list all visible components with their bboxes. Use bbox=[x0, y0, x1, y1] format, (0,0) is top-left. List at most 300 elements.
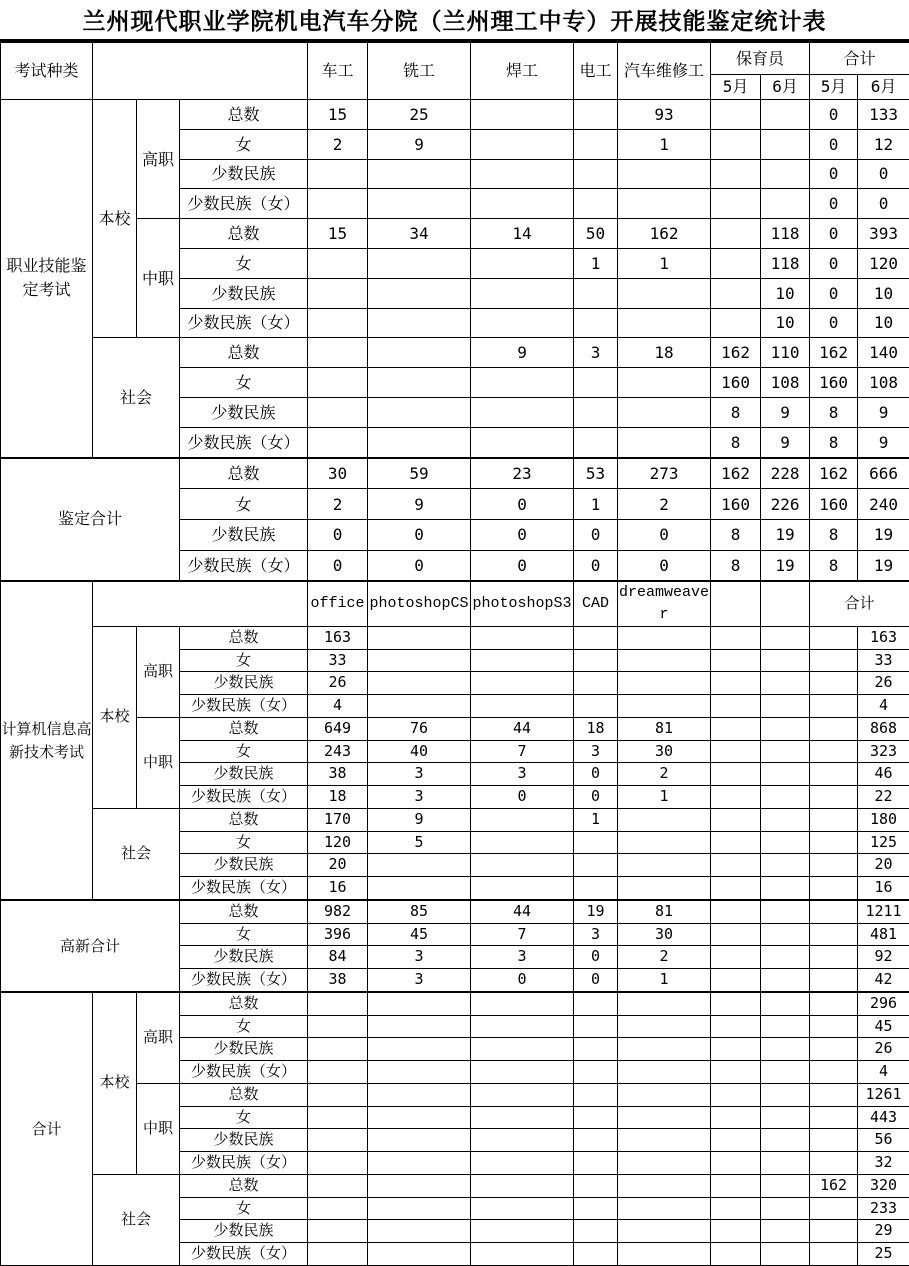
table-cell: 170 bbox=[308, 808, 368, 831]
table-cell bbox=[761, 763, 810, 786]
table-row bbox=[1, 1174, 909, 1197]
table-cell bbox=[761, 877, 810, 900]
table-cell: 160 bbox=[810, 489, 858, 520]
row-label: 总数 bbox=[180, 717, 308, 740]
section-label: 鉴定合计 bbox=[1, 458, 180, 582]
table-cell bbox=[308, 338, 368, 368]
table-cell bbox=[368, 672, 471, 695]
table-cell bbox=[618, 1038, 711, 1061]
table-cell bbox=[761, 672, 810, 695]
table-cell: 25 bbox=[858, 1243, 909, 1266]
table-cell bbox=[574, 397, 618, 427]
row-label: 少数民族 bbox=[180, 763, 308, 786]
table-cell: 396 bbox=[308, 923, 368, 946]
row-label: 女 bbox=[180, 368, 308, 398]
table-cell: 9 bbox=[471, 338, 574, 368]
table-cell bbox=[761, 1061, 810, 1084]
table-cell: 0 bbox=[471, 550, 574, 581]
table-cell bbox=[711, 626, 761, 649]
table-cell: 160 bbox=[810, 368, 858, 398]
table-cell bbox=[471, 626, 574, 649]
table-cell bbox=[711, 1106, 761, 1129]
table-cell: 92 bbox=[858, 946, 909, 969]
column-header: 5月 bbox=[711, 75, 761, 100]
row-label: 少数民族（女） bbox=[180, 877, 308, 900]
table-cell: 649 bbox=[308, 717, 368, 740]
table-cell bbox=[471, 1061, 574, 1084]
table-cell: 56 bbox=[858, 1129, 909, 1152]
table-cell: 162 bbox=[810, 338, 858, 368]
table-cell bbox=[761, 1220, 810, 1243]
table-cell bbox=[368, 189, 471, 219]
table-cell: 23 bbox=[471, 458, 574, 489]
table-cell bbox=[810, 695, 858, 718]
stats-table bbox=[0, 42, 909, 1266]
table-cell: 1 bbox=[618, 786, 711, 809]
table-row bbox=[1, 219, 909, 249]
table-cell: 2 bbox=[308, 489, 368, 520]
table-cell: 162 bbox=[711, 458, 761, 489]
table-cell: 44 bbox=[471, 717, 574, 740]
table-cell: 81 bbox=[618, 717, 711, 740]
table-cell bbox=[711, 923, 761, 946]
table-cell bbox=[308, 1061, 368, 1084]
table-cell: 9 bbox=[368, 489, 471, 520]
table-cell bbox=[810, 946, 858, 969]
table-cell: 162 bbox=[810, 1174, 858, 1197]
table-cell: 3 bbox=[368, 946, 471, 969]
table-cell: 1 bbox=[618, 129, 711, 159]
table-row bbox=[1, 626, 909, 649]
table-cell: 1 bbox=[574, 808, 618, 831]
table-cell bbox=[574, 1174, 618, 1197]
table-cell bbox=[810, 1197, 858, 1220]
table-cell: 0 bbox=[574, 786, 618, 809]
table-cell bbox=[308, 1220, 368, 1243]
table-row bbox=[1, 338, 909, 368]
table-cell: 3 bbox=[471, 946, 574, 969]
table-cell: 26 bbox=[858, 672, 909, 695]
table-cell: 0 bbox=[810, 219, 858, 249]
table-cell: 0 bbox=[810, 248, 858, 278]
row-label: 少数民族（女） bbox=[180, 969, 308, 992]
table-cell: 15 bbox=[308, 219, 368, 249]
row-label: 总数 bbox=[180, 219, 308, 249]
table-row bbox=[1, 581, 909, 626]
table-cell: 20 bbox=[858, 854, 909, 877]
column-header: photoshopS3 bbox=[471, 581, 574, 626]
table-cell bbox=[711, 877, 761, 900]
table-cell: 81 bbox=[618, 900, 711, 923]
row-label: 少数民族（女） bbox=[180, 427, 308, 457]
empty-cell bbox=[93, 581, 308, 626]
table-cell bbox=[368, 1197, 471, 1220]
group-label: 高职 bbox=[137, 100, 180, 219]
table-cell bbox=[368, 1038, 471, 1061]
table-cell bbox=[574, 1061, 618, 1084]
table-cell: 25 bbox=[368, 100, 471, 130]
table-cell: 8 bbox=[711, 427, 761, 457]
table-cell bbox=[471, 649, 574, 672]
row-label: 少数民族 bbox=[180, 1220, 308, 1243]
table-cell bbox=[711, 1197, 761, 1220]
table-row bbox=[1, 808, 909, 831]
table-cell: 228 bbox=[761, 458, 810, 489]
table-cell: 0 bbox=[574, 946, 618, 969]
table-cell: 45 bbox=[368, 923, 471, 946]
table-cell bbox=[761, 992, 810, 1015]
column-header: CAD bbox=[574, 581, 618, 626]
table-cell bbox=[574, 189, 618, 219]
row-label: 少数民族（女） bbox=[180, 786, 308, 809]
table-cell bbox=[471, 808, 574, 831]
table-cell bbox=[761, 946, 810, 969]
table-cell: 20 bbox=[308, 854, 368, 877]
group-label: 中职 bbox=[137, 717, 180, 808]
table-cell bbox=[761, 854, 810, 877]
table-cell bbox=[308, 1038, 368, 1061]
table-cell: 7 bbox=[471, 740, 574, 763]
empty-cell bbox=[93, 43, 308, 100]
table-cell: 30 bbox=[308, 458, 368, 489]
table-cell bbox=[711, 1083, 761, 1106]
table-cell: 243 bbox=[308, 740, 368, 763]
table-cell bbox=[574, 695, 618, 718]
table-cell bbox=[711, 189, 761, 219]
table-cell: 108 bbox=[761, 368, 810, 398]
table-cell bbox=[618, 368, 711, 398]
table-cell: 163 bbox=[308, 626, 368, 649]
table-cell bbox=[711, 763, 761, 786]
column-header: 考试种类 bbox=[1, 43, 93, 100]
column-header: dreamweaver bbox=[618, 581, 711, 626]
table-cell bbox=[308, 427, 368, 457]
table-cell bbox=[711, 1061, 761, 1084]
table-cell bbox=[471, 672, 574, 695]
table-cell bbox=[471, 189, 574, 219]
table-cell: 8 bbox=[810, 550, 858, 581]
row-label: 女 bbox=[180, 831, 308, 854]
table-cell: 320 bbox=[858, 1174, 909, 1197]
table-cell: 14 bbox=[471, 219, 574, 249]
table-cell bbox=[471, 1152, 574, 1175]
table-cell: 0 bbox=[618, 519, 711, 550]
table-title: 兰州现代职业学院机电汽车分院（兰州理工中专）开展技能鉴定统计表 bbox=[0, 0, 909, 42]
table-cell: 2 bbox=[618, 489, 711, 520]
table-cell: 50 bbox=[574, 219, 618, 249]
table-cell bbox=[618, 877, 711, 900]
table-cell bbox=[471, 1038, 574, 1061]
table-cell bbox=[574, 308, 618, 338]
table-cell: 18 bbox=[574, 717, 618, 740]
row-label: 少数民族 bbox=[180, 159, 308, 189]
table-cell bbox=[711, 308, 761, 338]
table-cell: 19 bbox=[858, 519, 909, 550]
table-cell bbox=[618, 808, 711, 831]
table-cell bbox=[368, 1220, 471, 1243]
table-cell: 4 bbox=[858, 1061, 909, 1084]
table-cell bbox=[810, 1083, 858, 1106]
table-cell: 8 bbox=[810, 397, 858, 427]
table-cell: 8 bbox=[810, 427, 858, 457]
table-cell bbox=[574, 129, 618, 159]
table-cell bbox=[618, 649, 711, 672]
table-cell bbox=[471, 129, 574, 159]
table-cell bbox=[368, 649, 471, 672]
table-cell bbox=[368, 427, 471, 457]
table-cell: 10 bbox=[858, 278, 909, 308]
group-label: 本校 bbox=[93, 992, 137, 1175]
table-cell: 0 bbox=[308, 550, 368, 581]
table-cell: 226 bbox=[761, 489, 810, 520]
table-cell bbox=[761, 900, 810, 923]
table-cell bbox=[810, 877, 858, 900]
row-label: 少数民族（女） bbox=[180, 189, 308, 219]
column-header: 车工 bbox=[308, 43, 368, 100]
row-label: 女 bbox=[180, 923, 308, 946]
row-label: 总数 bbox=[180, 1174, 308, 1197]
table-cell bbox=[711, 786, 761, 809]
table-cell bbox=[761, 159, 810, 189]
table-cell bbox=[618, 1106, 711, 1129]
table-cell bbox=[711, 992, 761, 1015]
table-cell: 1 bbox=[574, 248, 618, 278]
table-cell bbox=[471, 1220, 574, 1243]
table-cell: 53 bbox=[574, 458, 618, 489]
table-cell bbox=[618, 308, 711, 338]
table-cell: 163 bbox=[858, 626, 909, 649]
table-cell bbox=[574, 854, 618, 877]
table-cell: 2 bbox=[618, 946, 711, 969]
table-cell bbox=[761, 1129, 810, 1152]
table-cell: 125 bbox=[858, 831, 909, 854]
table-cell bbox=[711, 900, 761, 923]
table-cell bbox=[810, 672, 858, 695]
table-cell: 0 bbox=[308, 519, 368, 550]
table-cell: 3 bbox=[368, 786, 471, 809]
table-cell: 0 bbox=[471, 519, 574, 550]
table-cell bbox=[711, 219, 761, 249]
table-cell: 0 bbox=[471, 969, 574, 992]
table-cell bbox=[810, 923, 858, 946]
table-cell bbox=[574, 649, 618, 672]
table-cell bbox=[618, 397, 711, 427]
table-cell: 1 bbox=[618, 969, 711, 992]
column-header: 6月 bbox=[858, 75, 909, 100]
column-header: 5月 bbox=[810, 75, 858, 100]
table-cell: 0 bbox=[574, 969, 618, 992]
table-cell bbox=[368, 1152, 471, 1175]
table-cell: 118 bbox=[761, 219, 810, 249]
table-cell bbox=[761, 717, 810, 740]
table-cell: 85 bbox=[368, 900, 471, 923]
table-row bbox=[1, 900, 909, 923]
table-cell bbox=[368, 854, 471, 877]
table-cell: 666 bbox=[858, 458, 909, 489]
table-cell: 45 bbox=[858, 1015, 909, 1038]
table-cell: 0 bbox=[574, 763, 618, 786]
table-cell bbox=[471, 1174, 574, 1197]
table-cell bbox=[810, 1129, 858, 1152]
table-cell bbox=[574, 100, 618, 130]
table-cell bbox=[761, 695, 810, 718]
table-cell bbox=[308, 397, 368, 427]
table-cell bbox=[711, 831, 761, 854]
table-cell: 4 bbox=[858, 695, 909, 718]
table-cell bbox=[761, 1038, 810, 1061]
row-label: 少数民族 bbox=[180, 1129, 308, 1152]
column-header: 合计 bbox=[810, 43, 909, 75]
row-label: 少数民族 bbox=[180, 854, 308, 877]
table-cell: 481 bbox=[858, 923, 909, 946]
table-cell bbox=[711, 1152, 761, 1175]
table-cell: 0 bbox=[810, 278, 858, 308]
table-cell bbox=[308, 308, 368, 338]
table-cell bbox=[761, 649, 810, 672]
table-cell bbox=[471, 427, 574, 457]
table-cell bbox=[810, 808, 858, 831]
table-cell bbox=[810, 900, 858, 923]
table-cell: 1 bbox=[574, 489, 618, 520]
table-cell bbox=[711, 946, 761, 969]
row-label: 女 bbox=[180, 489, 308, 520]
table-cell bbox=[574, 992, 618, 1015]
table-cell bbox=[711, 159, 761, 189]
table-cell: 982 bbox=[308, 900, 368, 923]
table-cell: 120 bbox=[858, 248, 909, 278]
table-cell: 1211 bbox=[858, 900, 909, 923]
table-cell bbox=[471, 1106, 574, 1129]
row-label: 女 bbox=[180, 649, 308, 672]
table-cell: 42 bbox=[858, 969, 909, 992]
table-cell: 443 bbox=[858, 1106, 909, 1129]
table-cell bbox=[471, 368, 574, 398]
table-cell: 3 bbox=[574, 338, 618, 368]
table-cell bbox=[618, 1083, 711, 1106]
table-row bbox=[1, 992, 909, 1015]
table-cell bbox=[471, 1083, 574, 1106]
table-cell bbox=[810, 1015, 858, 1038]
table-cell bbox=[471, 1015, 574, 1038]
table-cell: 44 bbox=[471, 900, 574, 923]
table-cell: 9 bbox=[761, 397, 810, 427]
table-cell: 0 bbox=[858, 189, 909, 219]
table-cell bbox=[711, 1220, 761, 1243]
table-cell bbox=[761, 1152, 810, 1175]
row-label: 少数民族 bbox=[180, 1038, 308, 1061]
table-cell bbox=[308, 1106, 368, 1129]
table-cell bbox=[618, 1197, 711, 1220]
row-label: 总数 bbox=[180, 100, 308, 130]
table-cell: 26 bbox=[858, 1038, 909, 1061]
table-cell: 12 bbox=[858, 129, 909, 159]
table-cell bbox=[810, 992, 858, 1015]
table-cell bbox=[368, 1129, 471, 1152]
table-cell: 19 bbox=[858, 550, 909, 581]
table-cell: 84 bbox=[308, 946, 368, 969]
table-cell bbox=[761, 969, 810, 992]
table-cell bbox=[761, 1197, 810, 1220]
row-label: 总数 bbox=[180, 626, 308, 649]
table-cell bbox=[618, 672, 711, 695]
table-cell bbox=[761, 1174, 810, 1197]
table-cell: 110 bbox=[761, 338, 810, 368]
group-label: 高职 bbox=[137, 992, 180, 1084]
table-cell bbox=[368, 1015, 471, 1038]
row-label: 少数民族（女） bbox=[180, 1152, 308, 1175]
table-cell bbox=[368, 1243, 471, 1266]
row-label: 少数民族（女） bbox=[180, 308, 308, 338]
table-cell: 93 bbox=[618, 100, 711, 130]
group-label: 社会 bbox=[93, 338, 180, 458]
table-cell: 3 bbox=[574, 740, 618, 763]
table-cell: 8 bbox=[810, 519, 858, 550]
table-cell bbox=[618, 626, 711, 649]
table-cell bbox=[308, 1197, 368, 1220]
table-cell bbox=[368, 1174, 471, 1197]
column-header: office bbox=[308, 581, 368, 626]
group-label: 本校 bbox=[93, 100, 137, 338]
table-cell: 0 bbox=[574, 519, 618, 550]
table-cell bbox=[574, 368, 618, 398]
table-cell: 240 bbox=[858, 489, 909, 520]
table-cell: 0 bbox=[810, 159, 858, 189]
row-label: 女 bbox=[180, 1106, 308, 1129]
table-cell bbox=[761, 1243, 810, 1266]
table-cell bbox=[471, 1197, 574, 1220]
table-cell: 16 bbox=[858, 877, 909, 900]
row-label: 少数民族 bbox=[180, 519, 308, 550]
table-cell: 0 bbox=[618, 550, 711, 581]
table-cell: 273 bbox=[618, 458, 711, 489]
table-cell bbox=[810, 717, 858, 740]
table-cell: 22 bbox=[858, 786, 909, 809]
table-cell bbox=[711, 672, 761, 695]
table-cell: 4 bbox=[308, 695, 368, 718]
table-cell bbox=[618, 1015, 711, 1038]
table-cell bbox=[308, 189, 368, 219]
row-label: 少数民族 bbox=[180, 278, 308, 308]
table-cell bbox=[761, 786, 810, 809]
table-cell bbox=[810, 1038, 858, 1061]
table-cell bbox=[574, 1083, 618, 1106]
table-cell: 29 bbox=[858, 1220, 909, 1243]
table-cell: 33 bbox=[308, 649, 368, 672]
table-cell bbox=[471, 397, 574, 427]
table-cell: 118 bbox=[761, 248, 810, 278]
table-cell bbox=[711, 1038, 761, 1061]
table-cell bbox=[308, 1243, 368, 1266]
section-label: 计算机信息高新技术考试 bbox=[1, 581, 93, 900]
table-cell bbox=[574, 159, 618, 189]
table-cell bbox=[810, 1220, 858, 1243]
table-cell bbox=[618, 159, 711, 189]
table-cell bbox=[810, 649, 858, 672]
section-label: 合计 bbox=[1, 992, 93, 1266]
group-label: 中职 bbox=[137, 1083, 180, 1174]
group-label: 本校 bbox=[93, 626, 137, 808]
table-cell bbox=[574, 1129, 618, 1152]
table-cell bbox=[368, 338, 471, 368]
table-cell bbox=[761, 189, 810, 219]
table-cell: 162 bbox=[618, 219, 711, 249]
table-cell: 34 bbox=[368, 219, 471, 249]
table-cell: 323 bbox=[858, 740, 909, 763]
table-cell bbox=[308, 1174, 368, 1197]
table-row bbox=[1, 458, 909, 489]
table-cell bbox=[368, 368, 471, 398]
column-header: 保育员 bbox=[711, 43, 810, 75]
